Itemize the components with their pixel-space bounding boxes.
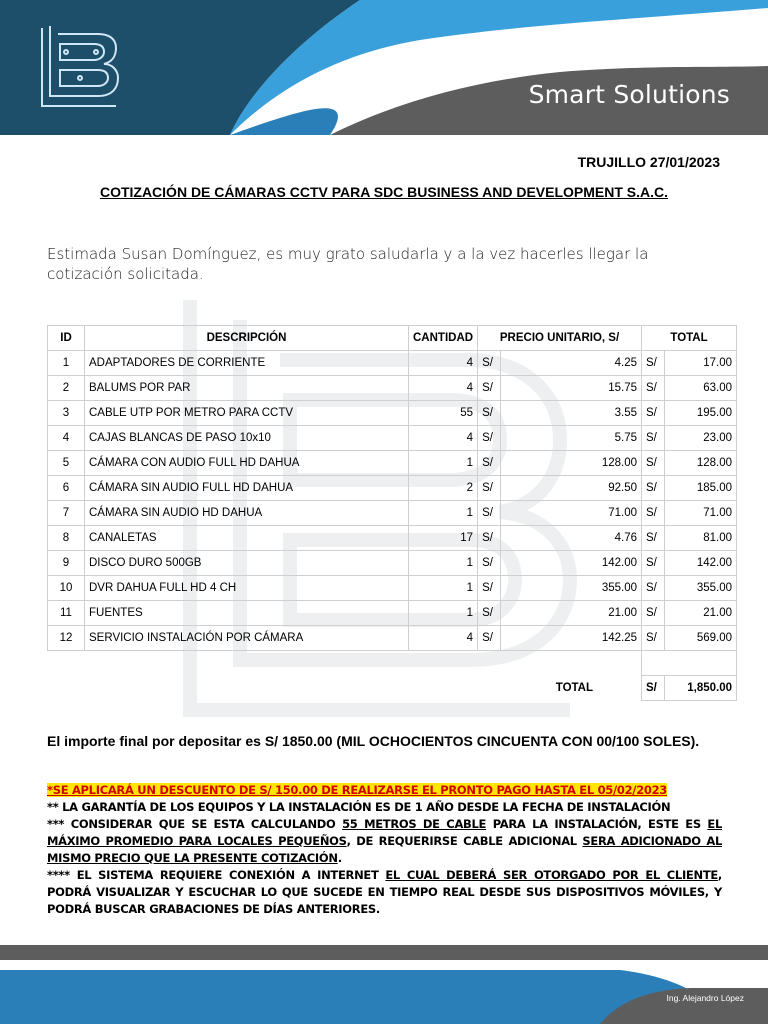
row-unit-price: 142.25 [501,626,642,651]
row-description: CÁMARA SIN AUDIO HD DAHUA [85,501,409,526]
row-unit-currency: S/ [478,401,501,426]
row-unit-price: 21.00 [501,601,642,626]
final-amount-text: El importe final por depositar es S/ 1850.00 (MIL OCHOCIENTOS CINCUENTA CON 00/100 SOLES). [47,733,700,749]
row-total-currency: S/ [642,401,665,426]
internet-note [47,867,722,918]
row-quantity: 4 [409,626,478,651]
row-quantity: 4 [409,376,478,401]
row-id: 10 [48,576,85,601]
row-id: 7 [48,501,85,526]
row-description: ADAPTADORES DE CORRIENTE [85,351,409,376]
row-total: 185.00 [665,476,737,501]
row-unit-price: 355.00 [501,576,642,601]
row-id: 8 [48,526,85,551]
row-total-currency: S/ [642,551,665,576]
quote-table [47,325,737,701]
table-row [48,451,737,476]
row-total-currency: S/ [642,601,665,626]
row-unit-price: 4.76 [501,526,642,551]
total-value: 1,850.00 [665,676,737,701]
table-row [48,576,737,601]
total-row [48,676,737,701]
company-logo-icon [36,22,126,114]
row-total-currency: S/ [642,626,665,651]
document-date: TRUJILLO 27/01/2023 [577,154,720,170]
table-row [48,626,737,651]
table-row [48,501,737,526]
spacer-row [48,651,737,676]
row-id: 2 [48,376,85,401]
row-total: 63.00 [665,376,737,401]
row-description: BALUMS POR PAR [85,376,409,401]
greeting-paragraph: Estimada Susan Domínguez, es muy grato saludarla y a la vez hacerles llegar la cotización solicitada. [47,245,649,283]
row-quantity: 1 [409,451,478,476]
row-total: 81.00 [665,526,737,551]
row-unit-currency: S/ [478,626,501,651]
row-unit-currency: S/ [478,526,501,551]
row-unit-currency: S/ [478,426,501,451]
table-row [48,476,737,501]
row-quantity: 4 [409,351,478,376]
cable-note-text: 55 METROS DE CABLE [342,817,487,831]
internet-note-text: EL CUAL DEBERÁ SER OTORGADO POR EL CLIENTE [385,868,718,882]
row-total: 23.00 [665,426,737,451]
row-unit-currency: S/ [478,576,501,601]
brand-name: Smart Solutions [528,80,730,109]
cable-note [47,816,722,867]
row-total: 355.00 [665,576,737,601]
row-total-currency: S/ [642,476,665,501]
cable-note-text: EL MÁXIMO PROMEDIO PARA LOCALES PEQUEÑOS [47,817,722,848]
row-description: DVR DAHUA FULL HD 4 CH [85,576,409,601]
cable-note-text: *** CONSIDERAR QUE SE ESTA CALCULANDO [47,817,343,831]
header-id: ID [48,326,85,351]
header-quantity: CANTIDAD [409,326,478,351]
row-total: 71.00 [665,501,737,526]
row-description: CAJAS BLANCAS DE PASO 10x10 [85,426,409,451]
row-description: CÁMARA CON AUDIO FULL HD DAHUA [85,451,409,476]
row-unit-price: 4.25 [501,351,642,376]
row-total: 142.00 [665,551,737,576]
table-header-row [48,326,737,351]
row-unit-currency: S/ [478,376,501,401]
row-id: 9 [48,551,85,576]
row-unit-currency: S/ [478,476,501,501]
row-description: CÁMARA SIN AUDIO FULL HD DAHUA [85,476,409,501]
row-quantity: 1 [409,576,478,601]
cable-note-text: SERA ADICIONADO AL MISMO PRECIO QUE LA PRESENTE COTIZACIÓN [47,834,722,865]
table-row [48,426,737,451]
header-total: TOTAL [642,326,737,351]
row-unit-currency: S/ [478,601,501,626]
row-total: 569.00 [665,626,737,651]
discount-note: *SE APLICARÁ UN DESCUENTO DE S/ 150.00 DE REALIZARSE EL PRONTO PAGO HASTA EL 05/02/2023 [47,783,668,797]
row-quantity: 55 [409,401,478,426]
row-id: 1 [48,351,85,376]
total-label: TOTAL [555,682,594,694]
table-row [48,551,737,576]
row-quantity: 17 [409,526,478,551]
row-description: CANALETAS [85,526,409,551]
row-unit-price: 71.00 [501,501,642,526]
row-id: 6 [48,476,85,501]
row-total-currency: S/ [642,501,665,526]
row-unit-price: 15.75 [501,376,642,401]
cable-note-text: . [337,851,342,865]
row-total: 21.00 [665,601,737,626]
internet-note-text: **** EL SISTEMA REQUIERE CONEXIÓN A INTERNET [47,868,386,882]
row-unit-currency: S/ [478,451,501,476]
row-unit-price: 92.50 [501,476,642,501]
total-currency: S/ [642,676,665,701]
row-total-currency: S/ [642,451,665,476]
footer-banner [0,940,768,1024]
row-unit-price: 5.75 [501,426,642,451]
document-title: COTIZACIÓN DE CÁMARAS CCTV PARA SDC BUSINESS AND DEVELOPMENT S.A.C. [99,184,669,200]
row-quantity: 1 [409,551,478,576]
row-description: DISCO DURO 500GB [85,551,409,576]
row-quantity: 4 [409,426,478,451]
row-unit-currency: S/ [478,551,501,576]
warranty-note: ** LA GARANTÍA DE LOS EQUIPOS Y LA INSTALACIÓN ES DE 1 AÑO DESDE LA FECHA DE INSTALACIÓN [47,800,671,814]
row-quantity: 1 [409,601,478,626]
row-quantity: 1 [409,501,478,526]
cable-note-text: , DE REQUERIRSE CABLE ADICIONAL [346,834,583,848]
row-total: 195.00 [665,401,737,426]
row-unit-price: 3.55 [501,401,642,426]
row-total-currency: S/ [642,376,665,401]
table-row [48,526,737,551]
row-description: SERVICIO INSTALACIÓN POR CÁMARA [85,626,409,651]
notes-section [47,782,722,918]
table-row [48,351,737,376]
row-total-currency: S/ [642,576,665,601]
signature-name: Ing. Alejandro López [666,993,744,1003]
row-unit-currency: S/ [478,351,501,376]
header-description: DESCRIPCIÓN [85,326,409,351]
row-total-currency: S/ [642,526,665,551]
row-id: 3 [48,401,85,426]
row-total-currency: S/ [642,426,665,451]
row-description: FUENTES [85,601,409,626]
table-row [48,401,737,426]
table-row [48,376,737,401]
internet-note-text: , PODRÁ VISUALIZAR Y ESCUCHAR LO QUE SUCEDE EN TIEMPO REAL DESDE SUS DISPOSITIVOS MÓVILES, Y PODRÁ BUSCAR GRABACIONES DE DÍAS ANTERIORES. [47,868,722,916]
row-unit-currency: S/ [478,501,501,526]
row-total-currency: S/ [642,351,665,376]
row-unit-price: 128.00 [501,451,642,476]
row-quantity: 2 [409,476,478,501]
row-description: CABLE UTP POR METRO PARA CCTV [85,401,409,426]
header-unit-price: PRECIO UNITARIO, S/ [478,326,642,351]
row-unit-price: 142.00 [501,551,642,576]
row-id: 4 [48,426,85,451]
row-total: 17.00 [665,351,737,376]
row-id: 12 [48,626,85,651]
row-id: 5 [48,451,85,476]
cable-note-text: PARA LA INSTALACIÓN, ESTE ES [486,817,708,831]
table-row [48,601,737,626]
row-id: 11 [48,601,85,626]
row-total: 128.00 [665,451,737,476]
